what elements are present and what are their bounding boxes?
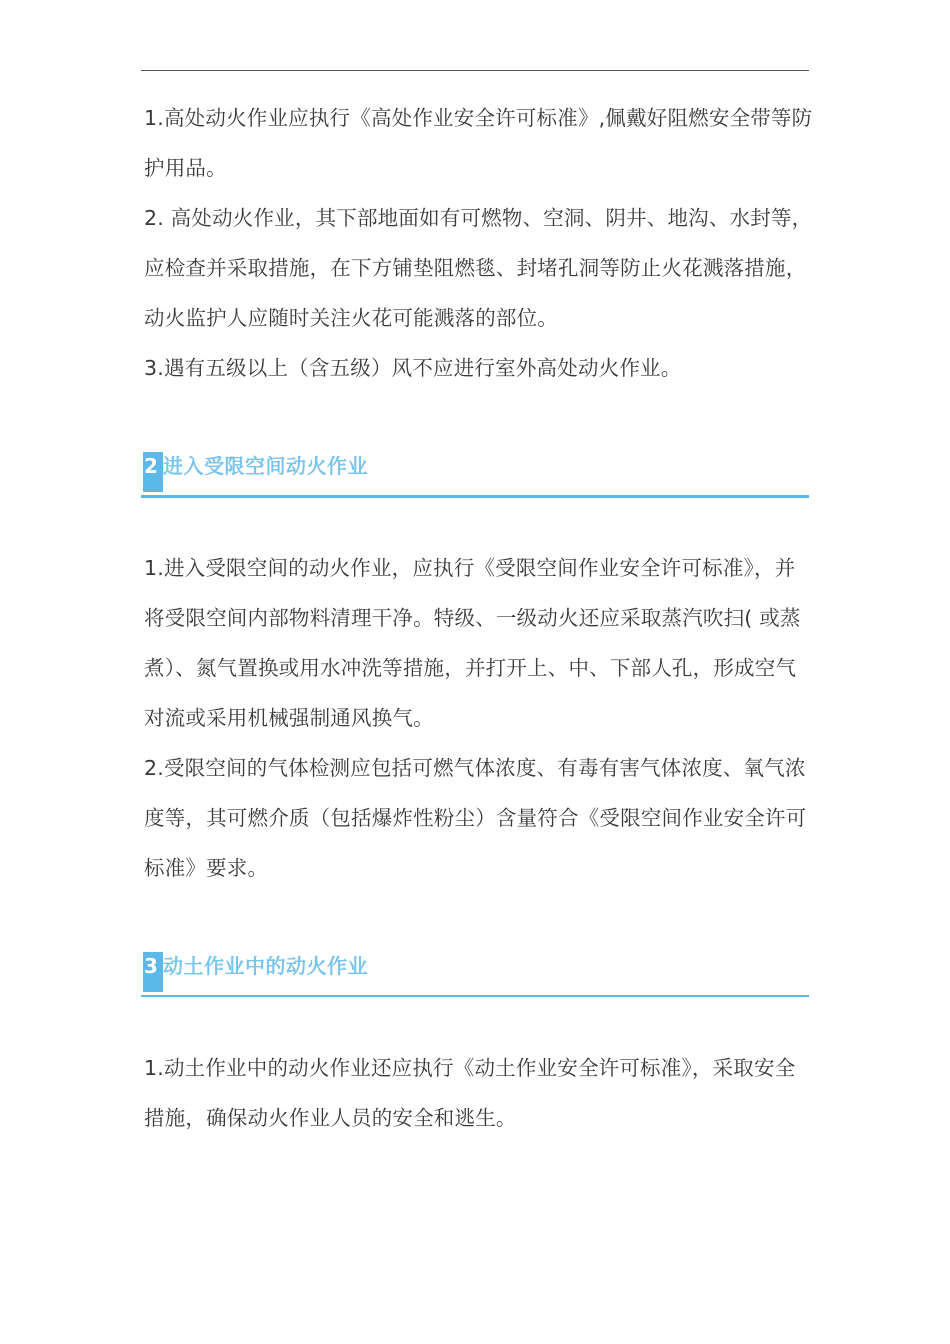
- section1-paragraph-3: 3.遇有五级以上（含五级）风不应进行室外高处动火作业。: [144, 356, 682, 380]
- section2-title: 进入受限空间动火作业: [163, 454, 368, 478]
- section2-number: 2: [144, 454, 158, 478]
- section3-number: 3: [144, 954, 158, 978]
- section3-paragraph-1: 1.动土作业中的动火作业还应执行《动土作业安全许可标准》，采取安全措施，确保动火作业人员的安全和逃生。: [144, 1056, 796, 1130]
- section2-paragraph-1: 1.进入受限空间的动火作业，应执行《受限空间作业安全许可标准》，并将受限空间内部物料清理干净。特级、一级动火还应采取蒸汽吹扫( 或蒸煮）、氮气置换或用水冲洗等措施，并打开上、中、下部人孔，形成空气对流或采用机械强制通风换气。: [144, 556, 801, 730]
- section2-underline: [141, 495, 809, 498]
- top-divider: [141, 70, 809, 71]
- section3-title: 动土作业中的动火作业: [163, 954, 368, 978]
- section1-paragraph-1: 1.高处动火作业应执行《高处作业安全许可标准》,佩戴好阻燃安全带等防护用品。: [144, 106, 813, 180]
- section3-underline: [141, 995, 809, 997]
- section1-paragraph-2: 2. 高处动火作业，其下部地面如有可燃物、空洞、阴井、地沟、水封等，应检查并采取措施，在下方铺垫阻燃毯、封堵孔洞等防止火花溅落措施，动火监护人应随时关注火花可能溅落的部位。: [144, 206, 813, 330]
- section3-heading: [141, 952, 809, 1002]
- section2-heading: [141, 452, 809, 502]
- section2-paragraph-2: 2.受限空间的气体检测应包括可燃气体浓度、有毒有害气体浓度、氧气浓度等，其可燃介质（包括爆炸性粉尘）含量符合《受限空间作业安全许可标准》要求。: [144, 756, 807, 880]
